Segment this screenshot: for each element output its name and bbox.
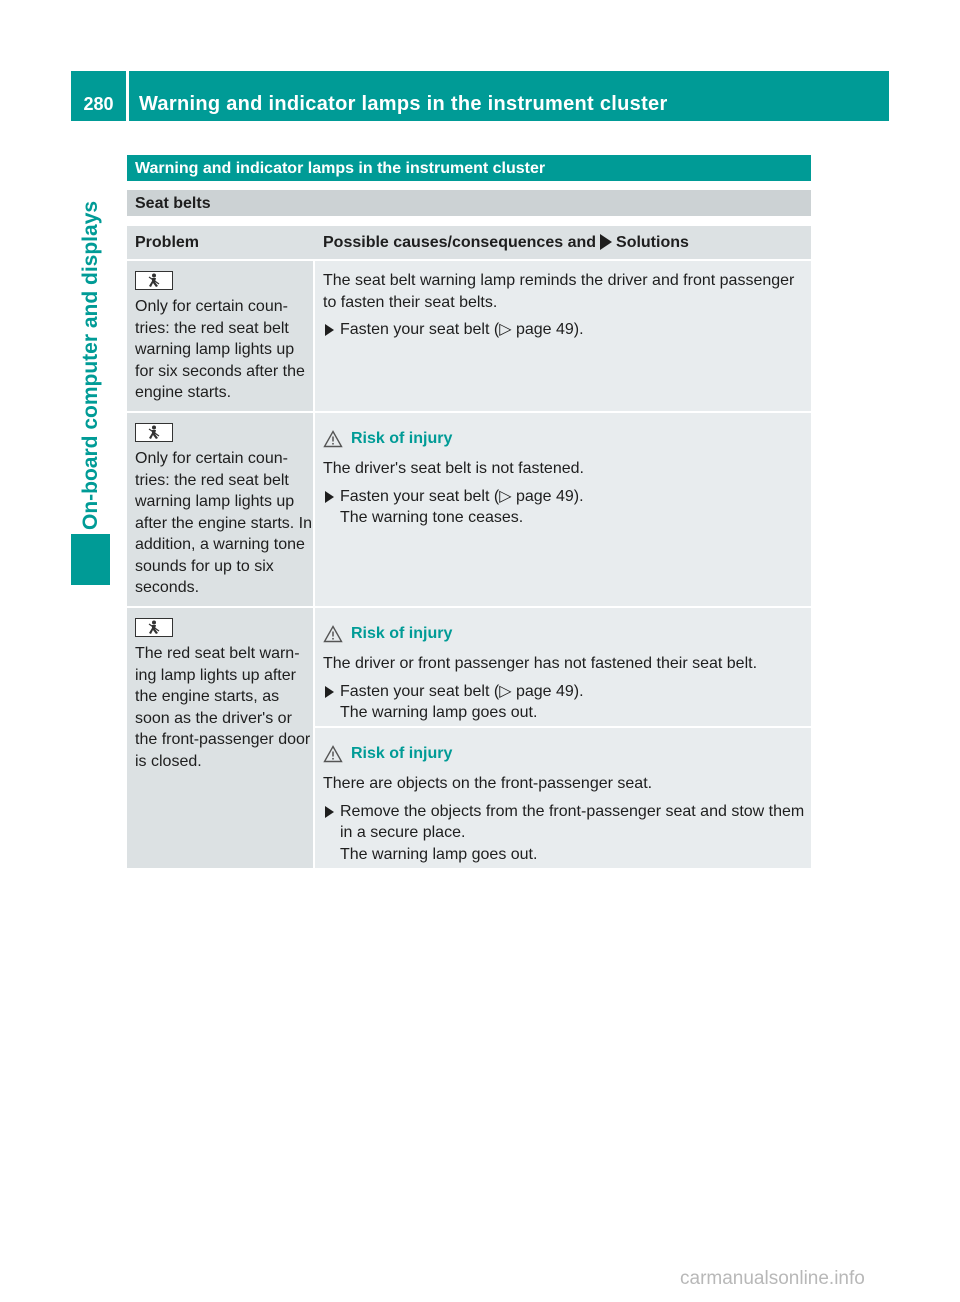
table-row-2-solution bbox=[315, 413, 811, 606]
step-arrow-icon bbox=[325, 806, 334, 818]
warning-label: Risk of injury bbox=[351, 429, 453, 447]
page-reference-link[interactable]: page 49). bbox=[515, 682, 584, 700]
page-header-bar bbox=[71, 71, 889, 121]
problem-text: Only for certain coun-tries: the red seat belt warning lamp lights up for six seconds after the engine starts. bbox=[135, 298, 305, 401]
page-reference-link[interactable]: page 49). bbox=[515, 321, 584, 338]
watermark: carmanualsonline.info bbox=[680, 1268, 865, 1289]
warning-triangle-icon bbox=[323, 430, 343, 448]
chapter-label: On-board computer and displays bbox=[79, 200, 102, 530]
table-row-1-problem bbox=[127, 261, 313, 411]
step-arrow-icon bbox=[325, 491, 334, 503]
step-result: The warning tone ceases. bbox=[340, 509, 524, 526]
seat-belt-warning-icon bbox=[135, 271, 173, 290]
step-result: The warning lamp goes out. bbox=[340, 704, 538, 721]
warning-triangle-icon bbox=[323, 625, 343, 643]
page-reference-arrow-icon: ▷ bbox=[499, 487, 512, 505]
warning-label: Risk of injury bbox=[351, 624, 453, 642]
cause-text: There are objects on the front-passenger seat. bbox=[323, 775, 653, 792]
table-row-3-solution-a bbox=[315, 608, 811, 726]
table-row-3-problem bbox=[127, 608, 313, 868]
column-header-causes bbox=[323, 226, 689, 260]
seat-belt-warning-icon bbox=[135, 423, 173, 442]
table-row-1-solution bbox=[315, 261, 811, 411]
step-arrow-icon bbox=[325, 324, 334, 336]
step-text: Fasten your seat belt ( bbox=[340, 682, 500, 700]
step-text: Fasten your seat belt ( bbox=[340, 321, 500, 338]
page-number: 280 bbox=[83, 94, 114, 114]
step-text: Fasten your seat belt ( bbox=[340, 487, 500, 505]
section-heading: Warning and indicator lamps in the instrument cluster bbox=[127, 155, 811, 181]
table-header-row bbox=[127, 226, 811, 259]
problem-text: Only for certain coun-tries: the red seat belt warning lamp lights up after the engine starts. In addition, a warning tone sounds for up to six seconds. bbox=[135, 450, 312, 596]
cause-text: The seat belt warning lamp reminds the driver and front passenger to fasten their seat belts. bbox=[323, 272, 795, 311]
column-header-causes-text: Possible causes/consequences and bbox=[323, 234, 597, 251]
solutions-arrow-icon bbox=[600, 234, 612, 250]
warning-notice bbox=[323, 428, 805, 449]
table-row-2-problem bbox=[127, 413, 313, 606]
solution-step bbox=[323, 319, 805, 341]
column-header-solutions-text: Solutions bbox=[616, 234, 689, 251]
warning-notice bbox=[323, 743, 805, 764]
step-arrow-icon bbox=[325, 686, 334, 698]
warning-notice bbox=[323, 623, 805, 644]
table-title: Seat belts bbox=[127, 190, 811, 216]
cause-text: The driver's seat belt is not fastened. bbox=[323, 460, 584, 477]
solution-step bbox=[323, 681, 805, 724]
step-result: The warning lamp goes out. bbox=[340, 845, 538, 863]
page-reference-arrow-icon: ▷ bbox=[499, 682, 512, 700]
table-row-3-solution-b bbox=[315, 728, 811, 868]
chapter-side-tab bbox=[71, 132, 110, 585]
header-divider bbox=[126, 71, 129, 121]
page-reference-arrow-icon: ▷ bbox=[499, 321, 512, 338]
page-reference-link[interactable]: page 49). bbox=[515, 487, 584, 505]
page-title: Warning and indicator lamps in the instrument cluster bbox=[139, 93, 668, 115]
step-text: Remove the objects from the front-passenger seat and stow them in a secure place. bbox=[340, 802, 805, 841]
warning-label: Risk of injury bbox=[351, 744, 453, 762]
solution-step bbox=[323, 801, 805, 866]
cause-text: The driver or front passenger has not fastened their seat belt. bbox=[323, 655, 758, 672]
seat-belt-warning-icon bbox=[135, 618, 173, 637]
chapter-tab-block bbox=[71, 534, 110, 585]
warning-triangle-icon bbox=[323, 745, 343, 763]
solution-step bbox=[323, 486, 805, 529]
column-header-problem: Problem bbox=[135, 234, 200, 251]
problem-text: The red seat belt warn-ing lamp lights up after the engine starts, as soon as the driver's or the front-passenger door is closed. bbox=[135, 645, 311, 770]
